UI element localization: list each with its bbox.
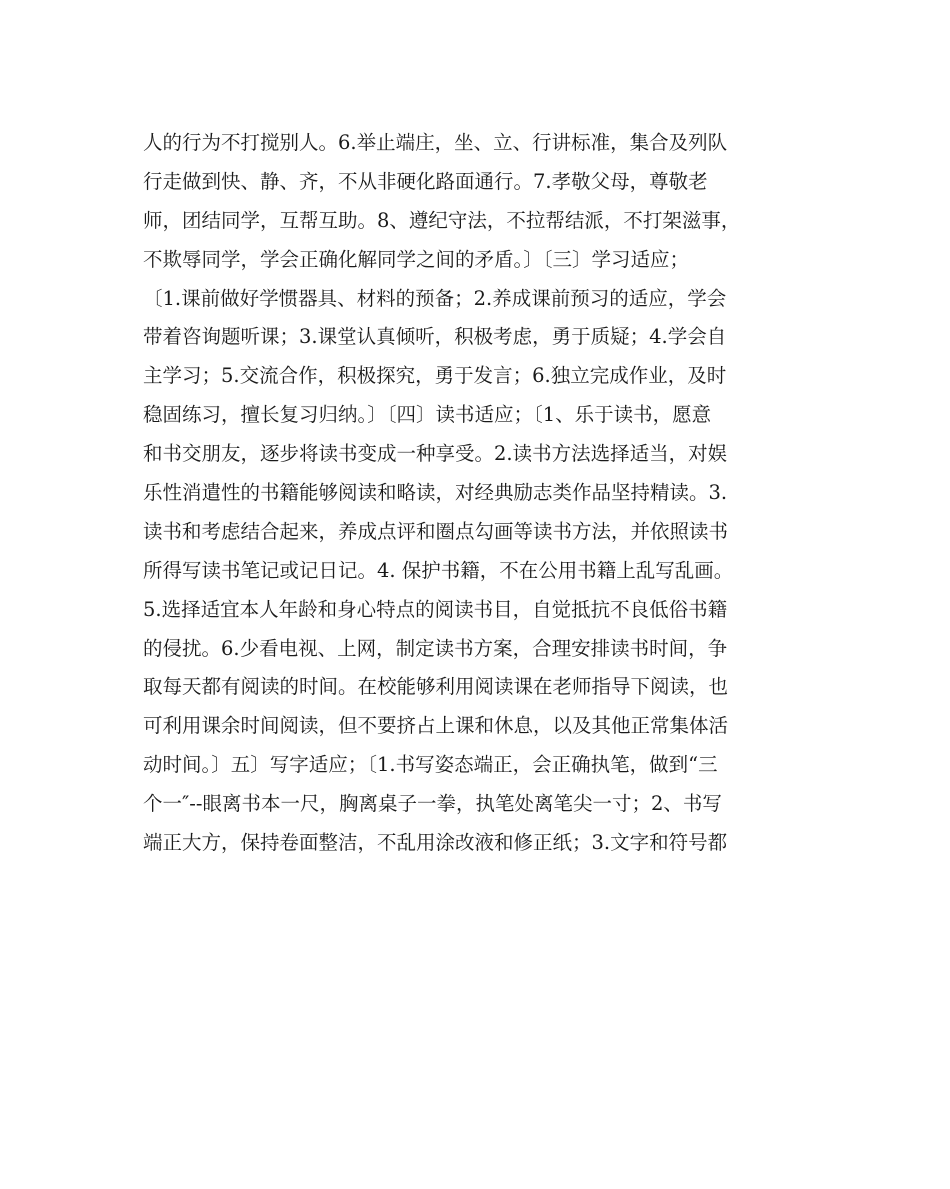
text-line: 端正大方，保持卷面整洁，不乱用涂改液和修正纸；3.文字和符号都 (143, 831, 728, 855)
text-line: 个一″--眼离书本一尺，胸离桌子一拳，执笔处离笔尖一寸；2、书写 (143, 792, 722, 816)
text-line: 5.选择适宜本人年龄和身心特点的阅读书目，自觉抵抗不良低俗书籍 (143, 597, 728, 621)
text-line: 动时间。〕五〕写字适应；〔1.书写姿态端正，会正确执笔，做到“三 (143, 753, 718, 777)
text-line: 乐性消遣性的书籍能够阅读和略读，对经典励志类作品坚持精读。3. (143, 481, 728, 505)
text-line: 师，团结同学，互帮互助。8、遵纪守法，不拉帮结派，不打架滋事， (143, 208, 741, 232)
text-line: 取每天都有阅读的时间。在校能够利用阅读课在老师指导下阅读，也 (143, 675, 729, 699)
text-line: 所得写读书笔记或记日记。4. 保护书籍，不在公用书籍上乱写乱画。 (143, 558, 734, 582)
text-line: 和书交朋友，逐步将读书变成一种享受。2.读书方法选择适当，对娱 (143, 442, 728, 466)
text-line: 读书和考虑结合起来，养成点评和圈点勾画等读书方法，并依照读书 (143, 519, 729, 543)
text-line: 行走做到快、静、齐，不从非硬化路面通行。7.孝敬父母，尊敬老 (143, 169, 708, 193)
text-line: 人的行为不打搅别人。6.举止端庄，坐、立、行讲标准，集合及列队 (143, 131, 728, 154)
text-line: 的侵扰。6.少看电视、上网，制定读书方案，合理安排读书时间，争 (143, 636, 728, 660)
text-line: 不欺辱同学，学会正确化解同学之间的矛盾。〕〔三〕学习适应； (143, 247, 690, 271)
body-text (143, 124, 813, 863)
text-line: 〔1.课前做好学惯器具、材料的预备；2.养成课前预习的适应，学会 (143, 286, 727, 310)
text-line: 可利用课余时间阅读，但不要挤占上课和休息，以及其他正常集体活 (143, 714, 729, 738)
text-line: 主学习；5.交流合作，积极探究，勇于发言；6.独立完成作业，及时 (143, 364, 727, 388)
text-line: 稳固练习，擅长复习归纳。〕〔四〕读书适应；〔1、乐于读书，愿意 (143, 403, 712, 427)
text-line: 带着咨询题听课；3.课堂认真倾听，积极考虑，勇于质疑；4.学会自 (143, 325, 727, 349)
